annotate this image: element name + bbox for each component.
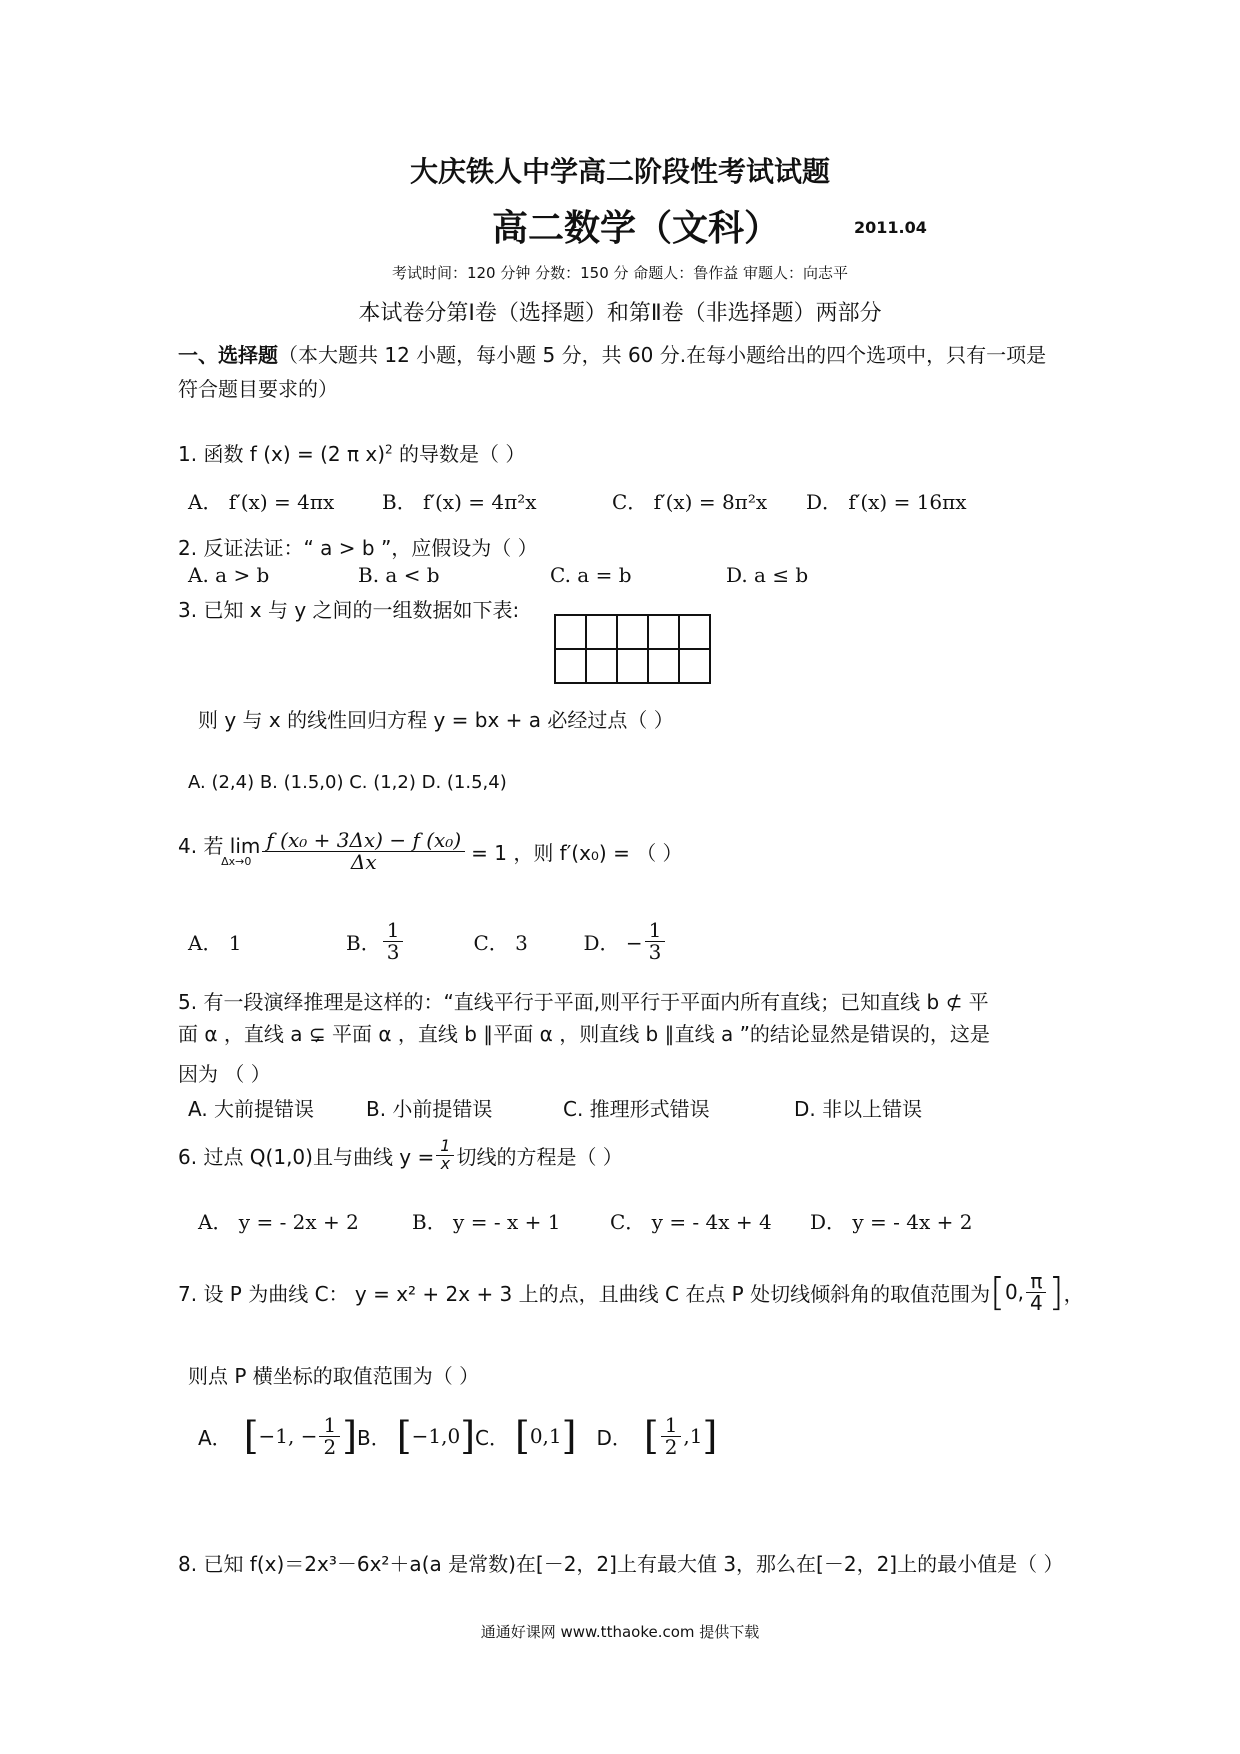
q1-stem-c: 的导数是（ ） xyxy=(392,442,526,466)
q4-option-d: D． − xyxy=(583,931,643,955)
q7-bracket-right: ] xyxy=(1048,1270,1064,1314)
q4-d-num: 1 xyxy=(645,920,666,942)
q3-options: A. (2,4) B. (1.5,0) C. (1,2) D. (1.5,4) xyxy=(188,772,507,793)
question-2: 2. 反证法证：“ a > b ”，应假设为（ ） xyxy=(178,536,538,560)
q5-option-a: A. 大前提错误 xyxy=(188,1097,315,1121)
question-7 xyxy=(178,1270,1084,1314)
q6-option-c: C． y = - 4x + 4 xyxy=(610,1210,772,1234)
section-description: （本大题共 12 小题，每小题 5 分，共 60 分.在每小题给出的四个选项中，只有一项是符合题目要求的） xyxy=(178,343,1047,401)
q7-pre: 7. 设 P 为曲线 C： y = x² + 2x + 3 上的点，且曲线 C 在点 P 处切线倾斜角的取值范围为 xyxy=(178,1281,991,1306)
table-row xyxy=(555,649,710,683)
q4-options xyxy=(188,920,667,963)
q1-option-b: B． f′(x) = 4π²x xyxy=(382,490,537,514)
q7-option-d-end: ,1 xyxy=(683,1424,703,1448)
q2-option-c: C. a = b xyxy=(550,563,632,587)
q7-d-den: 2 xyxy=(664,1434,678,1459)
q1-option-d: D． f′(x) = 16πx xyxy=(806,490,967,514)
q7-bracket-left: [ xyxy=(990,1270,1005,1314)
q4-option-d-fraction xyxy=(645,920,666,963)
q7-option-a-fraction xyxy=(319,1412,340,1459)
q2-option-d: D. a ≤ b xyxy=(726,563,809,587)
q1-option-c: C． f′(x) = 8π²x xyxy=(612,490,768,514)
q7-option-b-value: −1,0 xyxy=(411,1424,461,1448)
q4-denominator: Δx xyxy=(350,850,377,874)
section-heading xyxy=(178,338,1058,406)
question-6 xyxy=(178,1138,623,1173)
q7-option-c-value: 0,1 xyxy=(529,1424,562,1448)
q6-option-d: D． y = - 4x + 2 xyxy=(810,1210,973,1234)
q6-post: 切线的方程是（ ） xyxy=(456,1144,623,1169)
q7-option-c-label: C． xyxy=(475,1425,509,1450)
q7-a-den: 2 xyxy=(323,1434,337,1459)
question-8: 8. 已知 f(x)＝2x³－6x²＋a(a 是常数)在[－2，2]上有最大值 3，那么在[－2，2]上的最小值是（ ） xyxy=(178,1552,1064,1576)
q7-range-fraction xyxy=(1026,1268,1047,1315)
q4-option-b: B． xyxy=(346,931,381,955)
q5-line-2: 面 α ，直线 a ⊊ 平面 α ，直线 b ∥平面 α ，则直线 b ∥直线 a ”的结论显然是错误的，这是 xyxy=(178,1022,990,1046)
q7-line-2: 则点 P 横坐标的取值范围为（ ） xyxy=(188,1364,480,1388)
q7-d-num: 1 xyxy=(661,1415,682,1437)
q7-a-num: 1 xyxy=(319,1415,340,1437)
q5-option-b: B. 小前提错误 xyxy=(366,1097,493,1121)
q4-d-den: 3 xyxy=(648,940,662,964)
q6-pre: 6. 过点 Q(1,0)且与曲线 y = xyxy=(178,1144,435,1169)
q5-option-d: D. 非以上错误 xyxy=(794,1097,923,1121)
q3-followup: 则 y 与 x 的线性回归方程 y = bx + a 必经过点（ ） xyxy=(198,708,674,732)
q4-b-den: 3 xyxy=(386,940,400,964)
q7-range-left: 0, xyxy=(1004,1280,1025,1304)
q4-b-num: 1 xyxy=(383,920,404,942)
exam-meta: 考试时间：120 分钟 分数：150 分 命题人：鲁作益 审题人：向志平 xyxy=(391,264,849,282)
q4-option-a: A． 1 xyxy=(188,931,242,955)
q1-exponent: 2 xyxy=(385,442,393,457)
q4-pre: 4. 若 lim xyxy=(178,834,261,858)
q7-range-num: π xyxy=(1026,1271,1046,1293)
q4-limit xyxy=(178,836,260,867)
q6-fraction xyxy=(436,1138,454,1173)
q5-line-1: 5. 有一段演绎推理是这样的：“直线平行于平面,则平行于平面内所有直线；已知直线 b ⊄ 平 xyxy=(178,990,989,1014)
table-row xyxy=(555,615,710,649)
q7-option-a-value: −1, − xyxy=(258,1424,318,1448)
q4-numerator: f (x₀ + 3Δx) − f (x₀) xyxy=(262,830,465,852)
exam-title: 大庆铁人中学高二阶段性考试试题 xyxy=(409,155,830,188)
exam-date: 2011.04 xyxy=(854,218,927,237)
q4-option-c: C． 3 xyxy=(473,931,528,955)
question-3: 3. 已知 x 与 y 之间的一组数据如下表: xyxy=(178,598,520,622)
subject-title: 高二数学（文科） xyxy=(492,208,781,249)
q7-option-a-label: A． xyxy=(198,1425,232,1450)
section-title: 一、选择题 xyxy=(178,343,278,367)
question-4 xyxy=(178,830,683,873)
q6-denominator: x xyxy=(440,1153,451,1173)
q1-stem-a: 1. 函数 f (x) = (2 π x) xyxy=(178,442,386,466)
q4-fraction xyxy=(262,830,465,873)
q7-option-d-fraction xyxy=(661,1412,682,1459)
q7-range-den: 4 xyxy=(1030,1290,1043,1315)
exam-intro: 本试卷分第Ⅰ卷（选择题）和第Ⅱ卷（非选择题）两部分 xyxy=(358,301,882,326)
q1-option-a: A． f′(x) = 4πx xyxy=(188,490,335,514)
q7-range-end: ， xyxy=(1063,1281,1084,1306)
q2-option-a: A. a > b xyxy=(188,563,270,587)
q6-option-b: B． y = - x + 1 xyxy=(412,1210,561,1234)
q6-numerator: 1 xyxy=(436,1138,454,1156)
q7-option-d-label: D． xyxy=(596,1425,632,1450)
data-table xyxy=(554,614,711,684)
q4-option-b-fraction xyxy=(383,920,404,963)
question-1 xyxy=(178,438,525,467)
q7-options: A． [ −1, − $\frac{1}{2}$ ] B． [ −1,0 ] C． [ 0,1 ] D． [ $\frac{1}{2}$ ,1 ] xyxy=(198,1412,718,1459)
q6-option-a: A． y = - 2x + 2 xyxy=(198,1210,359,1234)
q4-post: = 1 ，则 f′(x₀) = （ ） xyxy=(471,841,683,865)
q2-option-b: B. a < b xyxy=(358,563,440,587)
q7-option-b-label: B． xyxy=(357,1425,391,1450)
q5-option-c: C. 推理形式错误 xyxy=(563,1097,710,1121)
page-footer: 通通好课网 www.tthaoke.com 提供下载 xyxy=(480,1623,760,1641)
q4-limit-sub: Δx→0 xyxy=(221,855,252,868)
q5-line-3: 因为 （ ） xyxy=(178,1062,271,1086)
